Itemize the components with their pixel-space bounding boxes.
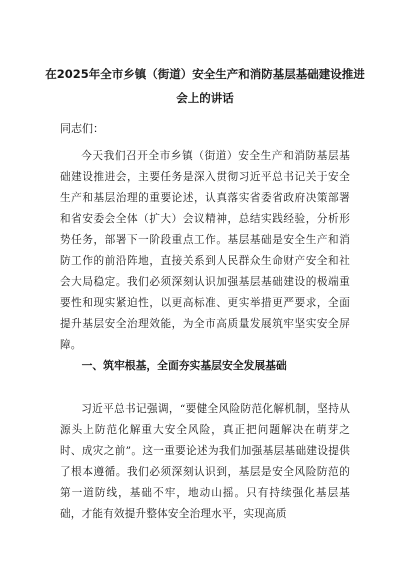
section-heading: 一、筑牢根基，全面夯实基层安全发展基础	[81, 359, 287, 372]
document-title: 在2025年全市乡镇（街道）安全生产和消防基层基础建设推进会上的讲话	[45, 67, 365, 105]
body-paragraph: 今天我们召开全市乡镇（街道）安全生产和消防基层基础建设推进会，主要任务是深入贯彻习近平总书记关于安全生产和基层治理的重要论述，认真落实省委省政府决策部署和省安委会全体（扩大）会议精神，总结实践经验，分析形势任务，部署下一阶段重点工作。基层基础是安全生产和消防工作的前沿阵地，直接关系到人民群众生命财产安全和社会大局稳定。我们必须深刻认识加强基层基础建设的极端重要性和现实紧迫性，以更高标准、更实举措更严要求，全面提升基层安全治理效能，为全市高质量发展筑牢坚实安全屏障。	[60, 150, 350, 351]
body-paragraph: 习近平总书记强调，“要健全风险防范化解机制，坚持从源头上防范化解重大安全风险，真正把问题解决在萌芽之时、成灾之前”。这一重要论述为我们加强基层基础建设提供了根本遵循。我们必须深刻认识到，基层是安全风险防范的第一道防线，基础不牢，地动山摇。只有持续强化基层基础，才能有效提升整体安全治理水平，实现高质	[60, 403, 350, 520]
salutation: 同志们：	[60, 122, 104, 135]
